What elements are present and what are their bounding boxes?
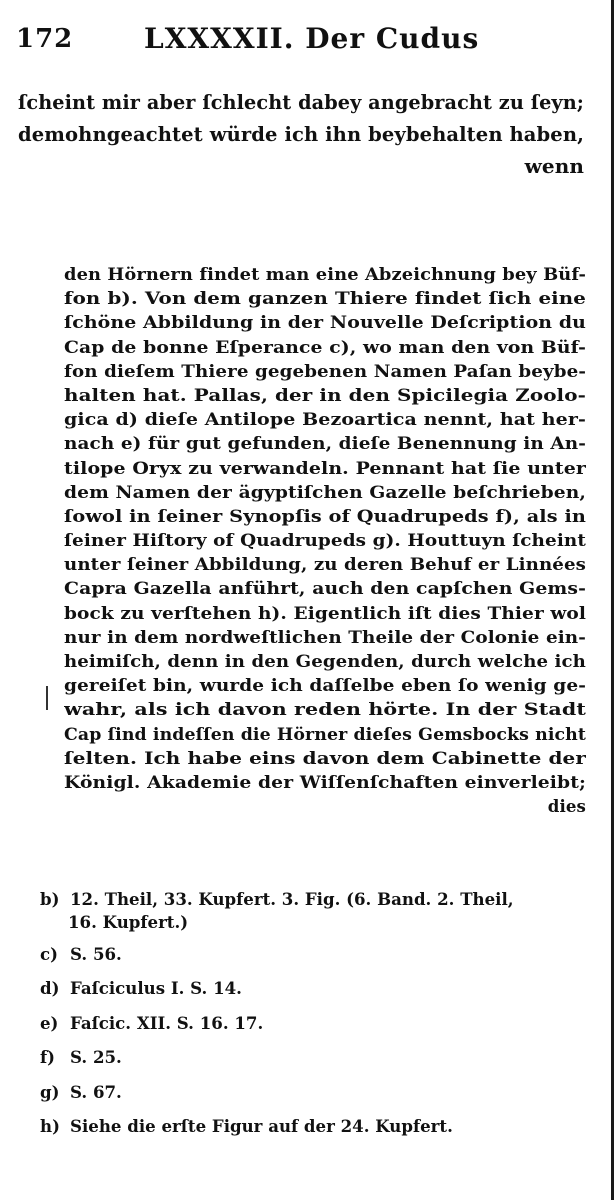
footnote-text: Faſciculus I. S. 14. (70, 978, 242, 998)
margin-mark (46, 686, 48, 710)
text-line: dem Namen der ägyptiſchen Gazelle beſchrieben, (64, 481, 586, 502)
footnote-c (40, 937, 580, 972)
footnote-h (40, 1109, 580, 1144)
text-line: nach e) für gut gefunden, dieſe Benennung in An- (64, 433, 586, 454)
text-line: Königl. Akademie der Wiſſenſchaften einverleibt; (64, 771, 586, 792)
text-line: tilope Oryx zu verwandeln. Pennant hat ſie unter (64, 457, 586, 478)
footnote-text: Siehe die erſte Figur auf der 24. Kupfert. (70, 1116, 453, 1136)
footnote-text: S. 67. (70, 1081, 122, 1102)
footnote-label: b) (40, 889, 60, 909)
text-line: ſowol in ſeiner Synopſis of Quadrupeds f), als in (64, 505, 586, 526)
text-line: ſchöne Abbildung in der Nouvelle Deſcription du (64, 312, 586, 333)
text-line: fon dieſem Thiere gegebenen Namen Paſan beybe- (64, 360, 586, 381)
catchword: wenn (524, 154, 584, 178)
footnote-label: f) (40, 1047, 55, 1067)
top-paragraph (18, 86, 584, 182)
text-line: Cap de bonne Eſperance c), wo man den von Büf- (64, 336, 586, 357)
text-line: gica d) dieſe Antilope Bezoartica nennt, hat her- (64, 409, 586, 430)
footnote-text: S. 25. (70, 1047, 122, 1067)
text-line: ſcheint mir aber ſchlecht dabey angebracht zu ſeyn; (18, 90, 584, 114)
footnote-f (40, 1040, 580, 1075)
text-line: halten hat. Pallas, der in den Spicilegia Zoolo- (64, 384, 586, 405)
catchword: dies (547, 796, 586, 817)
text-line: wahr, als ich davon reden hörte. In der Stadt (64, 699, 586, 720)
footnote-g (40, 1075, 580, 1110)
footnote-text: S. 56. (70, 943, 122, 964)
text-line: bock zu verſtehen h). Eigentlich iſt dies Thier wol (64, 602, 586, 623)
footnote-b-continuation: 16. Kupfert.) (68, 911, 189, 932)
footnotes (40, 882, 580, 1144)
text-line: fon b). Von dem ganzen Thiere findet ſich eine (64, 288, 586, 309)
text-line: demohngeachtet würde ich ihn beybehalten haben, (18, 122, 584, 146)
text-line: unter ſeiner Abbildung, zu deren Behuf er Linnées (64, 554, 586, 575)
main-paragraph (64, 262, 586, 818)
text-line: ſeiner Hiſtory of Quadrupeds g). Houttuyn ſcheint (64, 530, 586, 551)
footnote-label: e) (40, 1012, 59, 1033)
footnote-text: Faſcic. XII. S. 16. 17. (70, 1012, 264, 1033)
footnote-text: 12. Theil, 33. Kupfert. 3. Fig. (6. Band. 2. Theil, (70, 889, 514, 909)
footnote-label: c) (40, 943, 58, 964)
footnote-d (40, 971, 580, 1006)
running-head: LXXXXII. Der Cudus (144, 22, 480, 55)
footnote-label: d) (40, 978, 60, 998)
text-line: Cap ſind indeſſen die Hörner dieſes Gemsbocks nicht (64, 723, 586, 744)
text-line: den Hörnern findet man eine Abzeichnung bey Büf- (64, 264, 586, 284)
footnote-label: h) (40, 1116, 60, 1136)
text-line: heimiſch, denn in den Gegenden, durch welche ich (64, 651, 586, 671)
footnote-e (40, 1006, 580, 1041)
page-number: 172 (16, 24, 74, 54)
text-line: gereiſet bin, wurde ich daſſelbe eben ſo wenig ge- (64, 675, 586, 696)
text-line: Capra Gazella anführt, auch den capſchen Gems- (64, 578, 586, 599)
text-line: ſelten. Ich habe eins davon dem Cabinette der (64, 747, 586, 768)
footnote-label: g) (40, 1081, 60, 1102)
page-header (16, 20, 576, 60)
text-line: nur in dem nordweſtlichen Theile der Colonie ein- (64, 626, 586, 647)
